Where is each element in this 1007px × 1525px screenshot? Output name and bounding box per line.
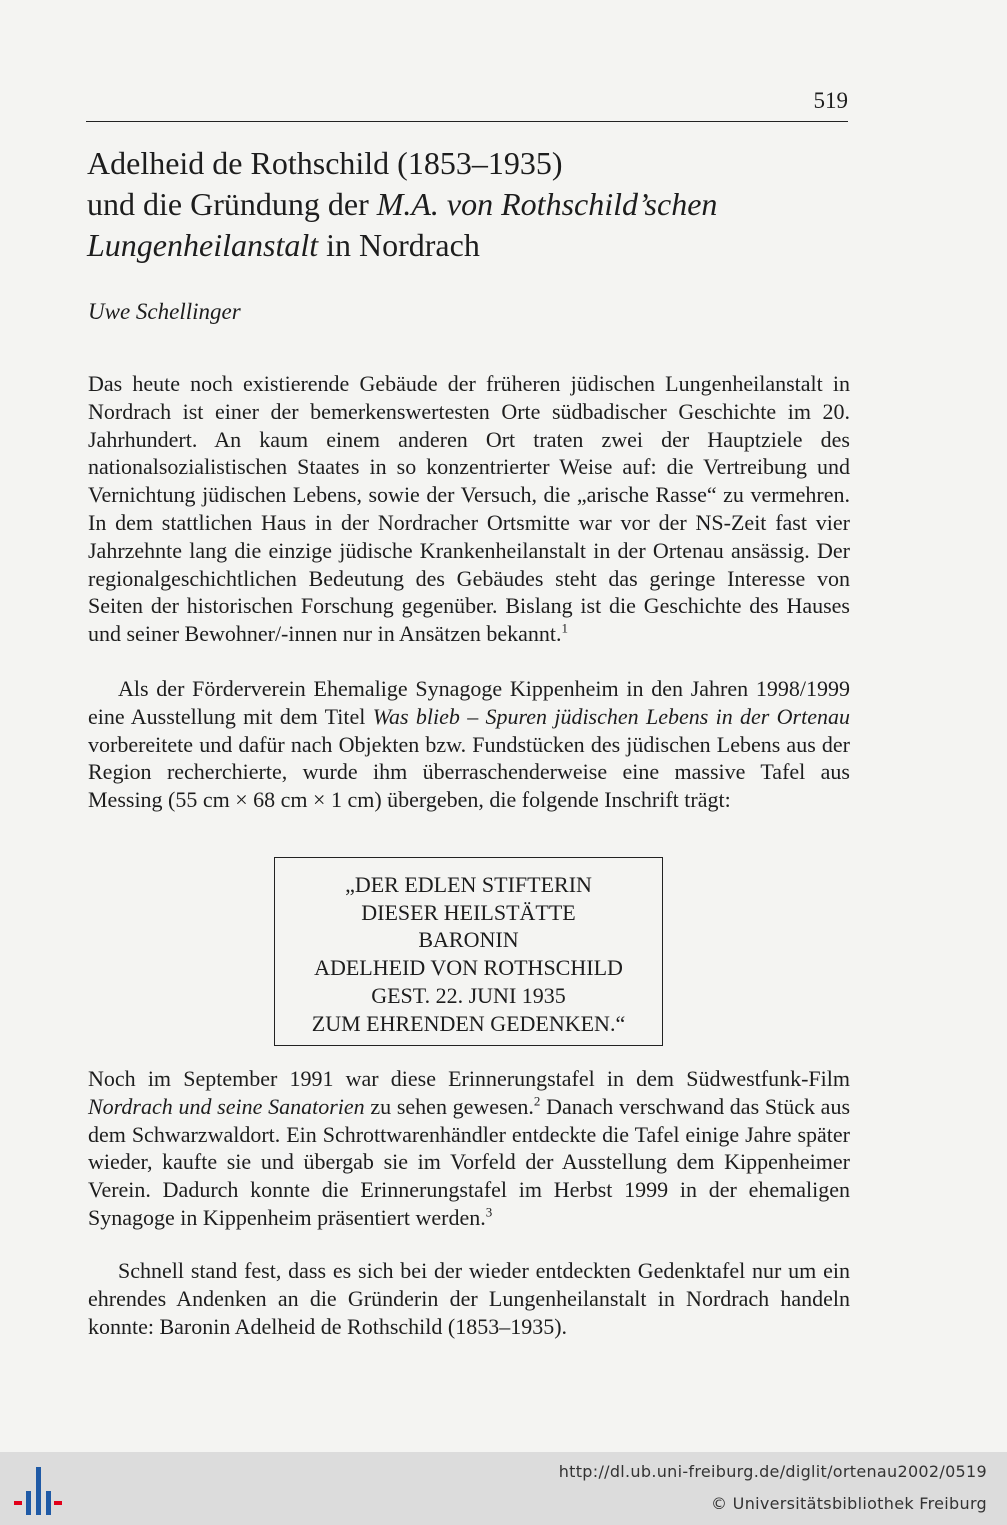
plaque-line: BARONIN <box>418 927 519 953</box>
footer-bar <box>0 1452 1007 1525</box>
plaque-line: DIESER HEILSTÄTTE <box>361 899 576 925</box>
plaque-line: ZUM EHRENDEN GEDENKEN.“ <box>311 1010 626 1036</box>
footnote-ref-3[interactable]: 3 <box>485 1204 493 1220</box>
paragraph-4: Schnell stand fest, dass es sich bei der wieder entdeckten Gedenktafel nur um ein ehrendes Andenken an die Gründerin der Lungenheilanstalt in Nordrach handeln konnte: Baronin Adelheid de Rothschild (1853–1935). <box>88 1258 850 1339</box>
plaque-inscription <box>274 857 663 1046</box>
page-number: 519 <box>813 88 848 113</box>
paragraph-3: Noch im September 1991 war diese Erinnerungstafel in dem Südwestfunk-Film Nordrach und seine Sanatorien zu sehen gewesen.$^2$ Danach verschwand das Stück aus dem Schwarzwaldort. Ein Schrottwarenhändler entdeckte die Tafel einige Jahre später wieder, kaufte sie und übergab sie im Vorfeld der Ausstellung dem Kippenheimer Verein. Dadurch konnte die Erinnerungstafel im Herbst 1999 in der ehemaligen Synagoge in Kippenheim präsentiert werden.$^3$ <box>88 1066 851 1230</box>
title-line-1: Adelheid de Rothschild (1853–1935) <box>87 145 563 181</box>
source-url-link[interactable]: http://dl.ub.uni-freiburg.de/diglit/ortenau2002/0519 <box>558 1462 987 1481</box>
header-rule <box>86 121 848 122</box>
footnote-ref-1[interactable]: 1 <box>561 620 568 636</box>
ub-freiburg-logo-icon[interactable] <box>12 1463 66 1517</box>
title-line-3: Lungenheilanstalt in Nordrach <box>87 227 480 263</box>
plaque-line: GEST. 22. JUNI 1935 <box>371 982 566 1008</box>
plaque-line: ADELHEID VON ROTHSCHILD <box>314 955 623 981</box>
title-line-2: und die Gründung der M.A. von Rothschild’schen <box>87 186 718 222</box>
footnote-ref-2[interactable]: 2 <box>533 1093 541 1109</box>
copyright-notice: © Universitätsbibliothek Freiburg <box>711 1494 987 1513</box>
plaque-line: „DER EDLEN STIFTERIN <box>345 872 592 897</box>
paragraph-2: Als der Förderverein Ehemalige Synagoge Kippenheim in den Jahren 1998/1999 eine Ausstellung mit dem Titel Was blieb – Spuren jüdischen Lebens in der Ortenau vorbereitete und dafür nach Objekten bzw. Fundstücken des jüdischen Lebens aus der Region recherchierte, wurde ihm überraschenderweise eine massive Tafel aus Messing (55 cm × 68 cm × 1 cm) übergeben, die folgende Inschrift trägt: <box>88 676 850 813</box>
paragraph-1: Das heute noch existierende Gebäude der früheren jüdischen Lungenheilanstalt in Nordrach ist einer der bemerkenswertesten Orte südbadischer Geschichte im 20. Jahrhundert. An kaum einem anderen Ort traten zwei der Hauptziele des nationalsozialistischen Staates in so konzentrierter Weise auf: die Vertreibung und Vernichtung jüdischen Lebens, sowie der Versuch, die „arische Rasse“ zu vermehren. In dem stattlichen Haus in der Nordracher Ortsmitte war vor der NS-Zeit fast vier Jahrzehnte lang die einzige jüdische Krankenheilanstalt in der Ortenau ansässig. Der regionalgeschichtlichen Bedeutung des Gebäudes steht das geringe Interesse von Seiten der historischen Forschung gegenüber. Bislang ist die Geschichte des Hauses und seiner Bewohner/-innen nur in Ansätzen bekannt.$^1$ <box>88 371 850 647</box>
article-title <box>87 143 867 266</box>
author-name: Uwe Schellinger <box>88 299 241 324</box>
